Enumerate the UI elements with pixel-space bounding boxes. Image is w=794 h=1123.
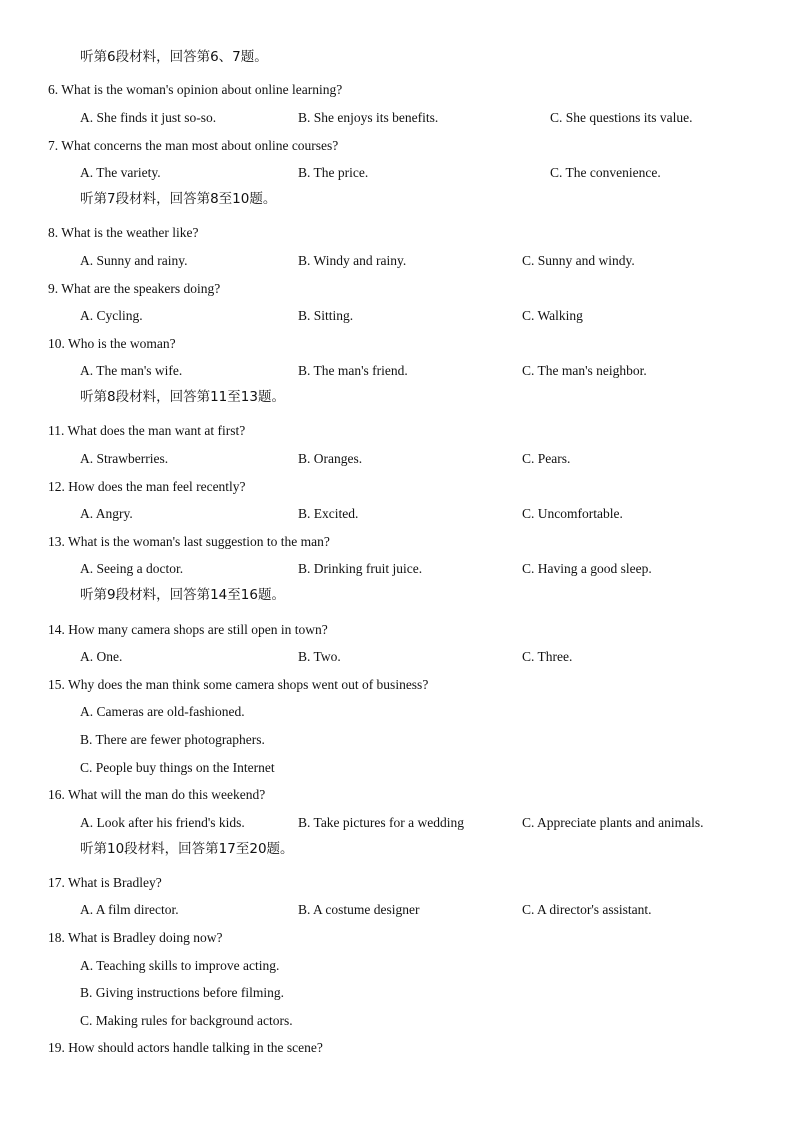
option-c: C. She questions its value. — [550, 110, 693, 125]
option-c: C. Having a good sleep. — [522, 561, 652, 576]
option-c: C. Making rules for background actors. — [80, 1013, 293, 1028]
option-a: A. The man's wife. — [80, 363, 183, 378]
option-c: C. Uncomfortable. — [522, 506, 623, 521]
option-b: B. Sitting. — [298, 308, 354, 323]
option-a: A. Look after his friend's kids. — [80, 815, 245, 830]
option-b: B. Take pictures for a wedding — [298, 815, 465, 830]
question-stem: 18. What is Bradley doing now? — [48, 930, 223, 945]
option-c: C. Pears. — [522, 451, 571, 466]
question-stem: 12. How does the man feel recently? — [48, 479, 246, 494]
question-stem: 14. How many camera shops are still open in town? — [48, 622, 328, 637]
option-a: A. Seeing a doctor. — [80, 561, 184, 576]
question-stem: 6. What is the woman's opinion about online learning? — [48, 82, 343, 97]
option-b: B. A costume designer — [298, 902, 420, 917]
question-stem: 10. Who is the woman? — [48, 336, 176, 351]
option-a: A. Cycling. — [80, 308, 143, 323]
option-a: A. Angry. — [80, 506, 133, 521]
option-c: C. A director's assistant. — [522, 902, 652, 917]
option-a: A. Sunny and rainy. — [80, 253, 188, 268]
option-c: C. Sunny and windy. — [522, 253, 635, 268]
question-stem: 7. What concerns the man most about online courses? — [48, 138, 339, 153]
option-c: C. The convenience. — [550, 165, 661, 180]
option-a: A. The variety. — [80, 165, 161, 180]
question-stem: 15. Why does the man think some camera shops went out of business? — [48, 677, 429, 692]
option-c: C. The man's neighbor. — [522, 363, 647, 378]
section-heading: 听第6段材料，回答第6、7题。 — [80, 49, 268, 65]
option-b: B. The man's friend. — [298, 363, 408, 378]
section-heading: 听第9段材料，回答第14至16题。 — [80, 587, 285, 603]
option-b: B. Drinking fruit juice. — [298, 561, 423, 576]
question-stem: 19. How should actors handle talking in the scene? — [48, 1040, 323, 1055]
option-b: B. Excited. — [298, 506, 359, 521]
question-stem: 17. What is Bradley? — [48, 875, 162, 890]
option-a: A. Cameras are old-fashioned. — [80, 704, 245, 719]
option-a: A. Strawberries. — [80, 451, 169, 466]
option-b: B. There are fewer photographers. — [80, 732, 265, 747]
section-heading: 听第8段材料，回答第11至13题。 — [80, 389, 285, 405]
option-a: A. A film director. — [80, 902, 179, 917]
question-stem: 13. What is the woman's last suggestion to the man? — [48, 534, 330, 549]
option-b: B. Giving instructions before filming. — [80, 985, 284, 1000]
question-stem: 16. What will the man do this weekend? — [48, 787, 266, 802]
option-a: A. Teaching skills to improve acting. — [80, 958, 280, 973]
option-a: A. One. — [80, 649, 123, 664]
option-b: B. Windy and rainy. — [298, 253, 407, 268]
option-a: A. She finds it just so-so. — [80, 110, 217, 125]
option-b: B. She enjoys its benefits. — [298, 110, 439, 125]
option-b: B. Oranges. — [298, 451, 363, 466]
option-c: C. Walking — [522, 308, 583, 323]
question-stem: 11. What does the man want at first? — [48, 423, 246, 438]
section-heading: 听第7段材料，回答第8至10题。 — [80, 191, 277, 207]
option-c: C. People buy things on the Internet — [80, 760, 275, 775]
question-stem: 8. What is the weather like? — [48, 225, 199, 240]
option-c: C. Appreciate plants and animals. — [522, 815, 704, 830]
option-b: B. The price. — [298, 165, 369, 180]
question-stem: 9. What are the speakers doing? — [48, 281, 221, 296]
section-heading: 听第10段材料，回答第17至20题。 — [80, 841, 294, 857]
option-c: C. Three. — [522, 649, 573, 664]
option-b: B. Two. — [298, 649, 341, 664]
